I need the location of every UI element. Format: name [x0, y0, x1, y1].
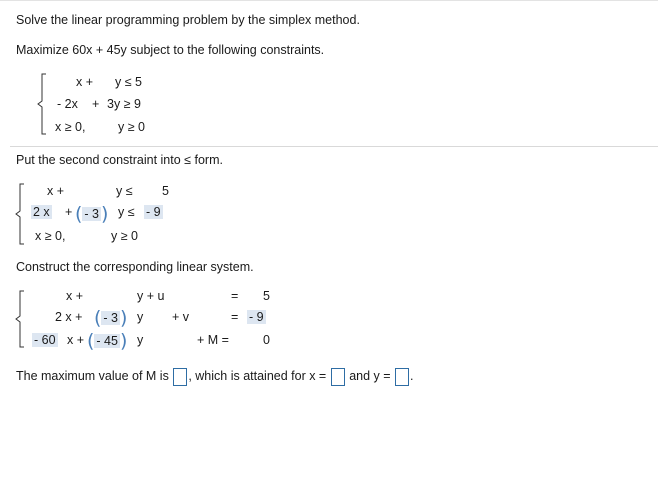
s2-r2-rhs [144, 205, 163, 219]
paren-right: ) [120, 307, 128, 329]
top-divider [0, 0, 658, 1]
s2-r2-y: y ≤ [118, 205, 135, 219]
s3-r2-x [55, 310, 82, 324]
s1-r1-y: y ≤ 5 [115, 75, 143, 89]
s3-r2-v: + v [172, 310, 190, 324]
answer-text-1: The maximum value of M is [16, 369, 169, 383]
s1-r3-y: y ≥ 0 [118, 120, 146, 134]
answer-text-4: . [410, 369, 414, 383]
s2-r2-ycoef-wrap [75, 201, 108, 223]
objective-text: Maximize 60x + 45y subject to the following constraints. [16, 43, 325, 57]
s1-r2-x: - 2x [57, 97, 78, 111]
s3-r3-y-coef: - 45 [96, 334, 118, 348]
step2-label: Put the second constraint into ≤ form. [16, 153, 223, 167]
s2-r2-x-coef: 2 x [33, 205, 50, 219]
s3-r2-ycoef-wrap [94, 305, 127, 327]
s3-r1-x: x + [66, 289, 84, 303]
s3-r3-x: x + [67, 333, 85, 347]
s2-r3-x: x ≥ 0, [35, 229, 66, 243]
divider-1 [10, 146, 658, 147]
y-value-input[interactable] [395, 368, 409, 386]
answer-text-2: , which is attained for x = [188, 369, 327, 383]
s3-r2-eq: = [231, 310, 239, 324]
s3-r3-y: y [137, 333, 144, 347]
s2-r3-y: y ≥ 0 [111, 229, 139, 243]
s1-r2-y: 3y ≥ 9 [107, 97, 141, 111]
s3-r2-rhs-value: - 9 [249, 310, 264, 324]
paren-left: ( [87, 330, 95, 352]
s2-r2-op: + [65, 205, 73, 219]
s2-r1-x: x + [47, 184, 65, 198]
system1-brace [36, 73, 48, 135]
s2-r1-y: y ≤ [116, 184, 133, 198]
paren-right: ) [119, 330, 128, 352]
intro-text: Solve the linear programming problem by the simplex method. [16, 13, 360, 27]
s3-r2-y: y [137, 310, 144, 324]
s3-r2-x-coef: 2 x + [55, 310, 83, 324]
s3-r3-x-coef: - 60 [34, 333, 56, 347]
paren-left: ( [94, 307, 102, 329]
answer-line [16, 367, 414, 386]
s3-r3-m: + M = [197, 333, 229, 347]
s1-r3-x: x ≥ 0, [55, 120, 86, 134]
x-value-input[interactable] [331, 368, 345, 386]
s2-r1-rhs: 5 [162, 184, 169, 198]
paren-right: ) [101, 203, 109, 225]
s3-r3-xcoef-wrap [32, 333, 58, 347]
s1-r2-op: + [92, 97, 100, 111]
max-value-input[interactable] [173, 368, 187, 386]
s3-r3-rhs: 0 [263, 333, 270, 347]
s1-r1-x: x + [76, 75, 94, 89]
s3-r2-rhs [247, 310, 266, 324]
step3-label: Construct the corresponding linear system. [16, 260, 254, 274]
s3-r3-ycoef-wrap [87, 328, 127, 350]
s3-r1-y: y + u [137, 289, 165, 303]
s3-r2-y-coef: - 3 [103, 311, 119, 325]
s2-r2-y-coef: - 3 [84, 207, 100, 221]
answer-text-3: and y = [349, 369, 391, 383]
s3-r1-eq: = [231, 289, 239, 303]
system3-brace [14, 290, 26, 348]
paren-left: ( [75, 203, 83, 225]
s2-r2-rhs-value: - 9 [146, 205, 161, 219]
system2-brace [14, 183, 26, 245]
s3-r1-rhs: 5 [263, 289, 270, 303]
s2-r2-x [31, 205, 52, 219]
